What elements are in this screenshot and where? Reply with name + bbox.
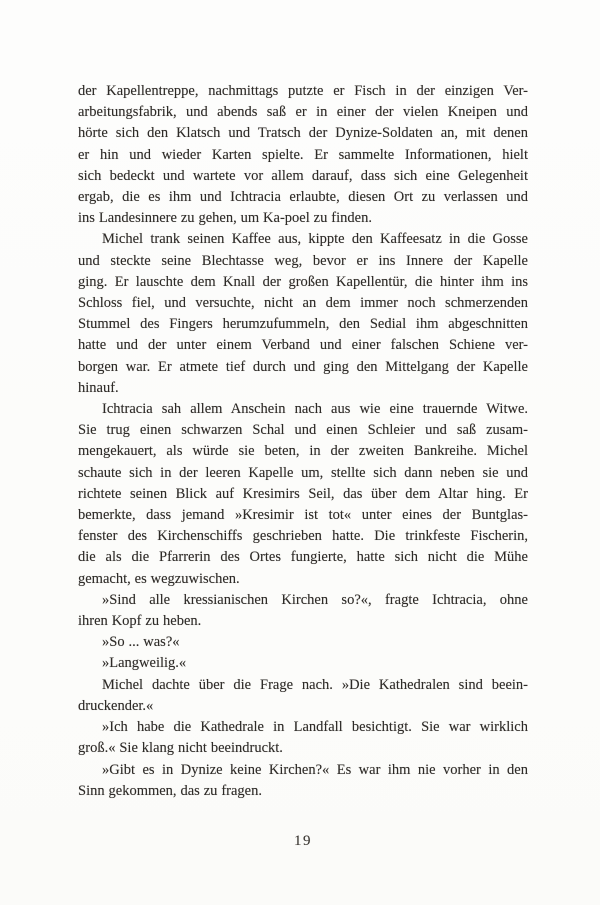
text-line: ins Landesinnere zu gehen, um Ka-poel zu finden.: [78, 210, 372, 227]
text-line: richtete seinen Blick auf Kresimirs Seil, das über dem Altar hing. Er: [78, 485, 528, 502]
paragraph: [78, 675, 528, 717]
text-line: die als die Pfarrerin des Ortes fungierte, hatte sich nicht die Mühe: [78, 549, 528, 566]
text-line: Sie trug einen schwarzen Schal und einen Schleier und saß zusam-: [78, 422, 528, 439]
text-line: schaute sich in der leeren Kapelle um, stellte sich dann neben sie und: [78, 464, 528, 481]
text-line: ihren Kopf zu heben.: [78, 613, 202, 630]
text-line: ergab, die es ihm und Ichtracia erlaubte, diesen Ort zu verlassen und: [78, 189, 528, 206]
text-line: er hin und wieder Karten spielte. Er sammelte Informationen, hielt: [78, 146, 528, 163]
text-line: hinauf.: [78, 379, 119, 396]
paragraph: [78, 399, 528, 590]
text-block: [78, 81, 528, 802]
page-number: 19: [294, 833, 312, 849]
text-line: sich bedeckt und wartete vor allem darauf, dass sich eine Gelegenheit: [78, 167, 528, 184]
text-line: Ichtracia sah allem Anschein nach aus wie eine trauernde Witwe.: [102, 401, 528, 418]
paragraph: [78, 229, 528, 399]
text-line: »Langweilig.«: [102, 655, 187, 672]
text-line: Michel dachte über die Frage nach. »Die Kathedralen sind beein-: [102, 676, 528, 693]
text-line: arbeitungsfabrik, und abends saß er in einer der vielen Kneipen und: [78, 104, 528, 121]
text-line: Stummel des Fingers herumzufummeln, den Sedial ihm abgeschnitten: [78, 316, 528, 333]
text-line: »Gibt es in Dynize keine Kirchen?« Es war ihm nie vorher in den: [102, 761, 528, 778]
text-line: Sinn gekommen, das zu fragen.: [78, 782, 262, 799]
text-line: hatte und der unter einem Verband und einer falschen Schiene ver-: [78, 337, 528, 354]
text-line: druckender.«: [78, 697, 154, 714]
paragraph: [78, 632, 528, 653]
paragraph: [78, 590, 528, 632]
text-line: hörte sich den Klatsch und Tratsch der Dynize-Soldaten an, mit denen: [78, 125, 528, 142]
text-line: fenster des Kirchenschiffs geschrieben hatte. Die trinkfeste Fischerin,: [78, 528, 528, 545]
text-line: borgen war. Er atmete tief durch und ging den Mittelgang der Kapelle: [78, 358, 528, 375]
text-line: ging. Er lauschte dem Knall der großen Kapellentür, die hinter ihm ins: [78, 273, 528, 290]
text-line: gemacht, es wegzuwischen.: [78, 570, 240, 587]
paragraph: [78, 81, 528, 229]
text-line: und steckte seine Blechtasse weg, bevor er ins Innere der Kapelle: [78, 252, 528, 269]
text-line: Schloss fiel, und versuchte, nicht an dem immer noch schmerzenden: [78, 295, 528, 312]
text-line: Michel trank seinen Kaffee aus, kippte den Kaffeesatz in die Gosse: [102, 231, 528, 248]
paragraph: [78, 717, 528, 759]
text-line: »Ich habe die Kathedrale in Landfall besichtigt. Sie war wirklich: [102, 719, 528, 736]
text-line: bemerkte, dass jemand »Kresimir ist tot« unter eines der Buntglas-: [78, 507, 528, 524]
text-line: groß.« Sie klang nicht beeindruckt.: [78, 740, 283, 757]
paragraph: [78, 760, 528, 802]
text-line: »So ... was?«: [102, 634, 180, 651]
paragraph: [78, 653, 528, 674]
text-line: der Kapellentreppe, nachmittags putzte er Fisch in der einzigen Ver-: [78, 83, 528, 99]
text-line: mengekauert, als würde sie beten, in der zweiten Bankreihe. Michel: [78, 443, 528, 460]
text-line: »Sind alle kressianischen Kirchen so?«, fragte Ichtracia, ohne: [102, 591, 528, 608]
